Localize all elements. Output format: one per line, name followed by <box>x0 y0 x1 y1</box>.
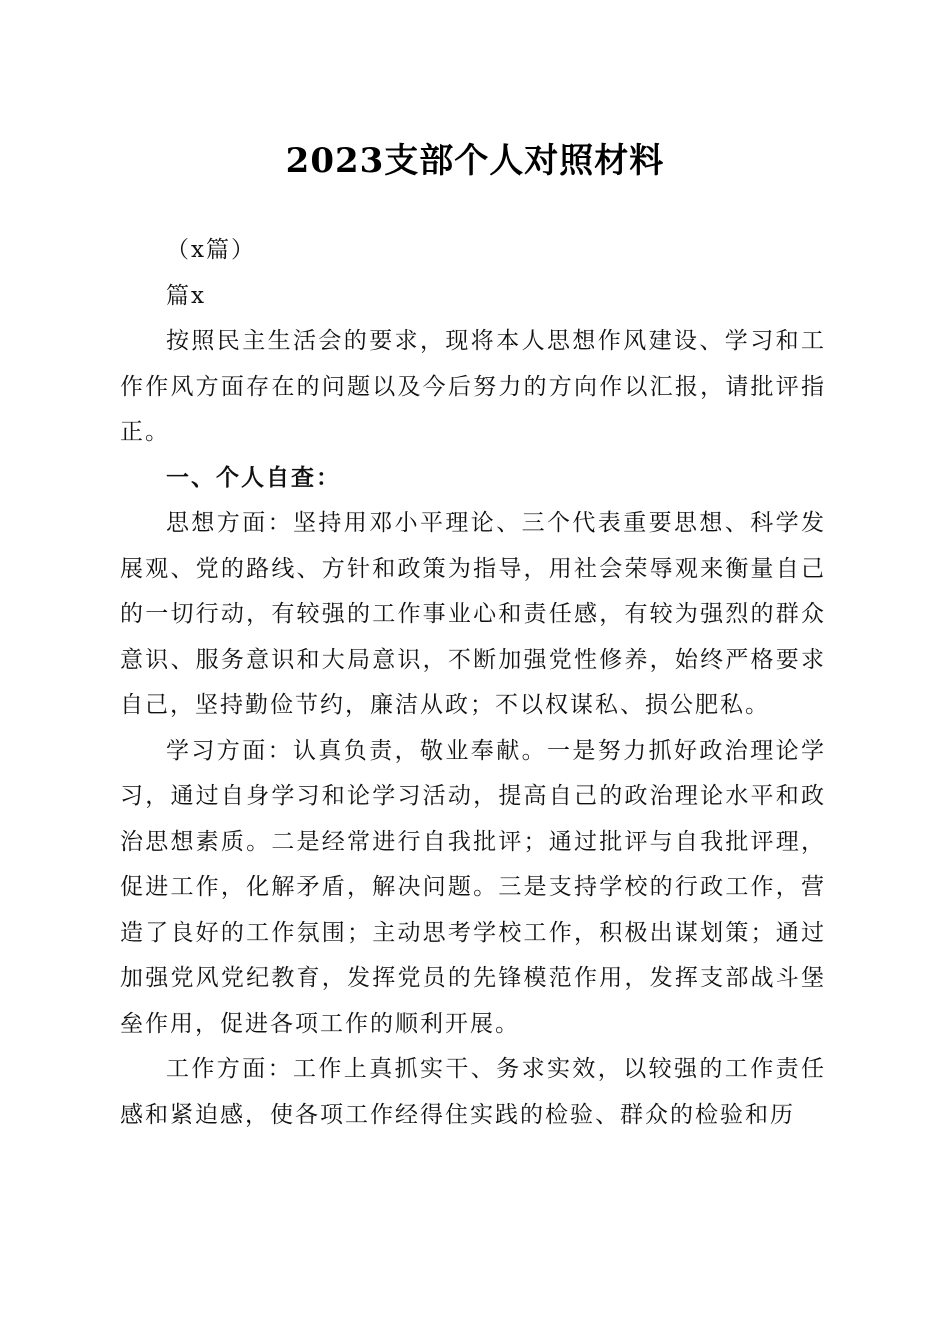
thought-paragraph: 思想方面：坚持用邓小平理论、三个代表重要思想、科学发展观、党的路线、方针和政策为指导，用社会荣辱观来衡量自己的一切行动，有较强的工作事业心和责任感，有较为强烈的群众意识、服务意识和大局意识，不断加强党性修养，始终严格要求自己，坚持勤俭节约，廉洁从政；不以权谋私、损公肥私。 <box>120 510 826 718</box>
article-label: 篇x <box>166 282 206 309</box>
intro-paragraph: 按照民主生活会的要求，现将本人思想作风建设、学习和工作作风方面存在的问题以及今后努力的方向作以汇报，请批评指正。 <box>120 328 826 445</box>
study-paragraph: 学习方面：认真负责，敬业奉献。一是努力抓好政治理论学习，通过自身学习和论学习活动，提高自己的政治理论水平和政治思想素质。二是经常进行自我批评；通过批评与自我批评理，促进工作，化解矛盾，解决问题。三是支持学校的行政工作，营造了良好的工作氛围；主动思考学校工作，积极出谋划策；通过加强党风党纪教育，发挥党员的先锋模范作用，发挥支部战斗堡垒作用，促进各项工作的顺利开展。 <box>120 737 826 1037</box>
document-body <box>120 228 826 1138</box>
document-title: 2023支部个人对照材料 <box>285 141 665 181</box>
section-heading-self-check: 一、个人自查： <box>166 464 341 491</box>
article-count-note: （x篇） <box>166 237 256 263</box>
work-paragraph: 工作方面：工作上真抓实干、务求实效，以较强的工作责任感和紧迫感，使各项工作经得住实践的检验、群众的检验和历 <box>120 1056 826 1128</box>
